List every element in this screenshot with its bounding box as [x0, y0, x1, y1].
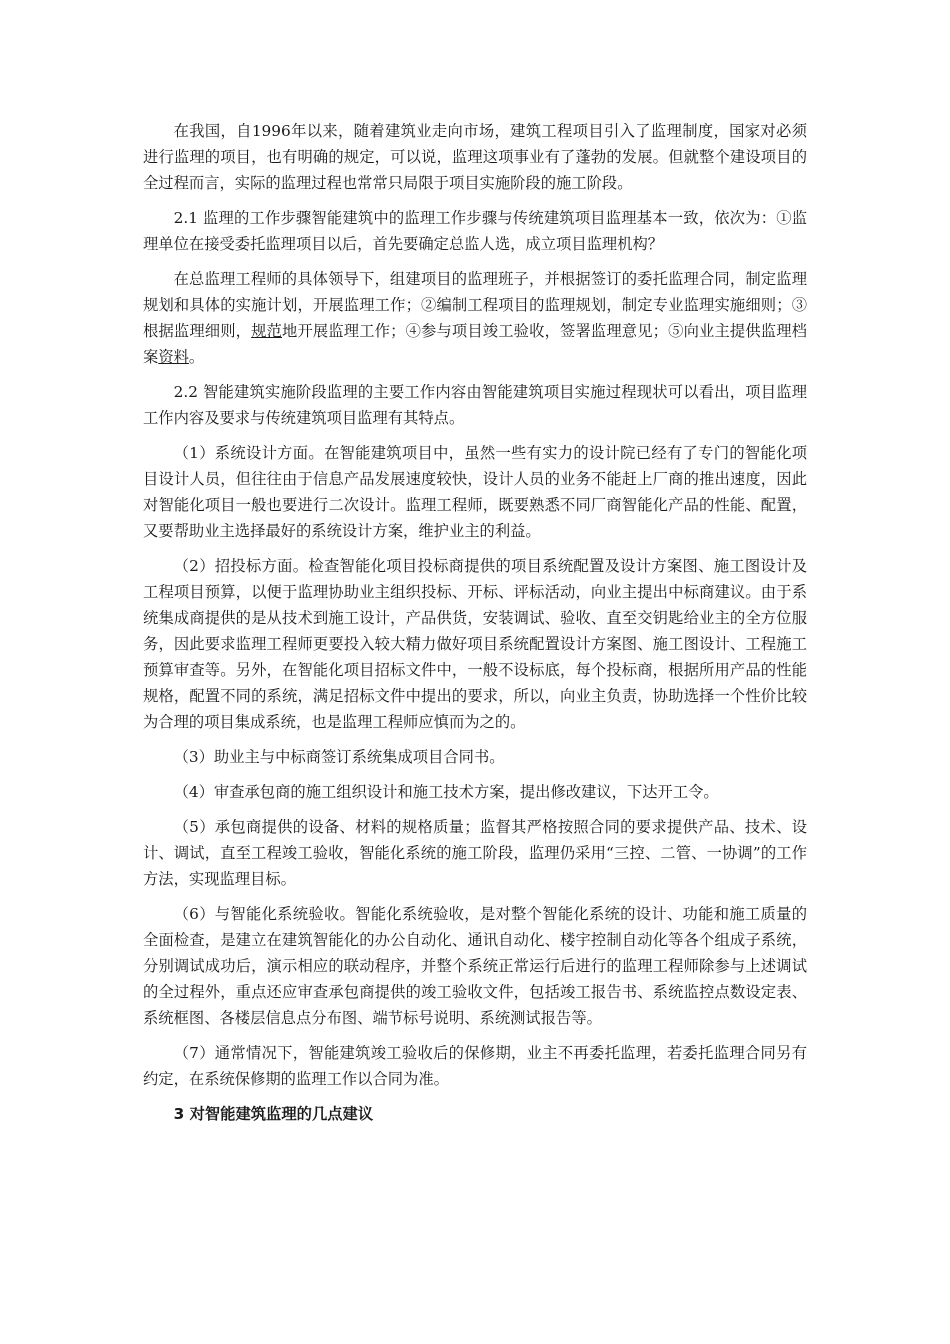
paragraph-item-6: （6）与智能化系统验收。智能化系统验收，是对整个智能化系统的设计、功能和施工质量的全面检查，是建立在建筑智能化的办公自动化、通讯自动化、楼宇控制自动化等各个组成子系统，分别调试成功后，演示相应的联动程序，并整个系统正常运行后进行的监理工程师除参与上述调试的全过程外，重点还应审查承包商提供的竣工验收文件，包括竣工报告书、系统监控点数设定表、系统框图、各楼层信息点分布图、端节标号说明、系统测试报告等。	[143, 905, 807, 1027]
paragraph-item-3: （3）助业主与中标商签订系统集成项目合同书。	[173, 748, 505, 766]
paragraph-supervision-steps	[143, 266, 807, 370]
paragraph-text: 在总监理工程师的具体领导下，组建项目的监理班子，并根据签订的委托监理合同，制定监理规划和具体的实施计划，开展监理工作；②编制工程项目的监理规划，制定专业监理实施细则；③根据监理细则，	[143, 270, 807, 340]
paragraph-item-5: （5）承包商提供的设备、材料的规格质量；监督其严格按照合同的要求提供产品、技术、设计、调试，直至工程竣工验收，智能化系统的施工阶段，监理仍采用“三控、二管、一协调”的工作方法，实现监理目标。	[143, 818, 807, 888]
paragraph-item-2: （2）招投标方面。检查智能化项目投标商提供的项目系统配置及设计方案图、施工图设计及工程项目预算，以便于监理协助业主组织投标、开标、评标活动，向业主提出中标商建议。由于系统集成商提供的是从技术到施工设计，产品供货，安装调试、验收、直至交钥匙给业主的全方位服务，因此要求监理工程师更要投入较大精力做好项目系统配置设计方案图、施工图设计、工程施工预算审查等。另外，在智能化项目招标文件中，一般不设标底，每个投标商，根据所用产品的性能规格，配置不同的系统，满足招标文件中提出的要求，所以，向业主负责，协助选择一个性价比较为合理的项目集成系统，也是监理工程师应慎而为之的。	[143, 557, 807, 731]
paragraph-text: 。	[188, 348, 205, 366]
link-guifan[interactable]: 规范	[251, 322, 283, 340]
section-heading: 3 对智能建筑监理的几点建议	[173, 1105, 374, 1123]
paragraph-2-2: 2.2 智能建筑实施阶段监理的主要工作内容由智能建筑项目实施过程现状可以看出，项目监理工作内容及要求与传统建筑项目监理有其特点。	[143, 383, 807, 427]
link-ziliao[interactable]: 资料	[158, 348, 189, 366]
paragraph-2-1: 2.1 监理的工作步骤智能建筑中的监理工作步骤与传统建筑项目监理基本一致，依次为：①监理单位在接受委托监理项目以后，首先要确定总监人选，成立项目监理机构？	[143, 209, 807, 253]
paragraph-item-7: （7）通常情况下，智能建筑竣工验收后的保修期，业主不再委托监理，若委托监理合同另有约定，在系统保修期的监理工作以合同为准。	[143, 1044, 807, 1088]
paragraph-item-4: （4）审查承包商的施工组织设计和施工技术方案，提出修改建议，下达开工令。	[173, 783, 719, 801]
paragraph-item-1: （1）系统设计方面。在智能建筑项目中，虽然一些有实力的设计院已经有了专门的智能化项目设计人员，但往往由于信息产品发展速度较快，设计人员的业务不能赶上厂商的推出速度，因此对智能化项目一般也要进行二次设计。监理工程师，既要熟悉不同厂商智能化产品的性能、配置，又要帮助业主选择最好的系统设计方案，维护业主的利益。	[143, 444, 807, 540]
paragraph-text: 地开展监理工作；④参与项目竣工验收，签署监理意见；⑤向业主提供监理档案	[143, 322, 807, 366]
document-body	[143, 118, 807, 1136]
paragraph-intro: 在我国，自1996年以来，随着建筑业走向市场，建筑工程项目引入了监理制度，国家对必须进行监理的项目，也有明确的规定，可以说，监理这项事业有了蓬勃的发展。但就整个建设项目的全过程而言，实际的监理过程也常常只局限于项目实施阶段的施工阶段。	[143, 122, 807, 192]
